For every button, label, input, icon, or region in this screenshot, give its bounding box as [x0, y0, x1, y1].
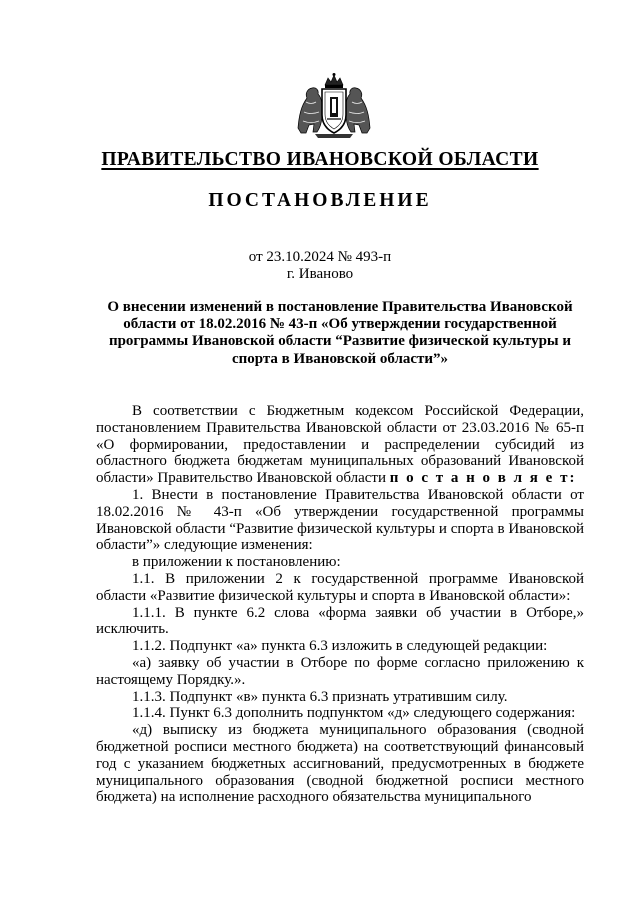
organization-title [0, 149, 640, 171]
document-city: г. Иваново [286, 266, 354, 282]
document-body [96, 403, 584, 806]
resolves-keyword: п о с т а н о в л я е т: [389, 470, 577, 487]
body-paragraph-3: 1.1. В приложении 2 к государственной программе Ивановской области «Развитие физической культуры и спорта в Ивановской области»: [96, 570, 584, 604]
body-paragraph-4: 1.1.1. В пункте 6.2 слова «форма заявки об участии в Отборе,» исключить. [96, 604, 584, 638]
body-paragraph-intro [96, 403, 584, 487]
document-subject: О внесении изменений в постановление Правительства Ивановской области от 18.02.2016 № 43-п «Об утверждении государственной программы Ивановской области “Развитие физической культуры и спорта в Ивановской области”» [107, 299, 573, 367]
body-paragraph-8: 1.1.4. Пункт 6.3 дополнить подпунктом «д» следующего содержания: [132, 705, 576, 722]
ivanovo-coat-of-arms-icon [295, 72, 373, 140]
document-type-heading: ПОСТАНОВЛЕНИЕ [208, 190, 432, 211]
body-paragraph-2: в приложении к постановлению: [132, 554, 341, 571]
intro-text: В соответствии с Бюджетным кодексом Российской Федерации, постановлением Правительства Ивановской области от 23.03.2016 № 65-п «О формировании, предоставлении и распределении субсидий из областного бюджета бюджетам муниципальных образований Ивановской области» Правительство Ивановской области [96, 403, 584, 487]
body-paragraph-7: 1.1.3. Подпункт «в» пункта 6.3 признать утратившим силу. [132, 688, 508, 705]
body-paragraph-5: 1.1.2. Подпункт «а» пункта 6.3 изложить в следующей редакции: [132, 638, 548, 655]
body-paragraph-6: «а) заявку об участии в Отборе по форме согласно приложению к настоящему Порядку.». [96, 654, 584, 688]
body-paragraph-9: «д) выписку из бюджета муниципального образования (сводной бюджетной росписи местного бюджета) на соответствующий финансовый год с указанием бюджетных ассигнований, предусмотренных в бюджете муниципального образования (сводной бюджетной росписи местного бюджета) на исполнение расходного обязательства муниципального [96, 722, 584, 806]
body-paragraph-1: 1. Внести в постановление Правительства Ивановской области от 18.02.2016 № 43-п «Об утверждении государственной программы Ивановской области “Развитие физической культуры и спорта в Ивановской области”» следующие изменения: [96, 486, 584, 554]
organization-name: ПРАВИТЕЛЬСТВО ИВАНОВСКОЙ ОБЛАСТИ [101, 149, 539, 170]
document-date-number: от 23.10.2024 № 493-п [248, 249, 392, 265]
